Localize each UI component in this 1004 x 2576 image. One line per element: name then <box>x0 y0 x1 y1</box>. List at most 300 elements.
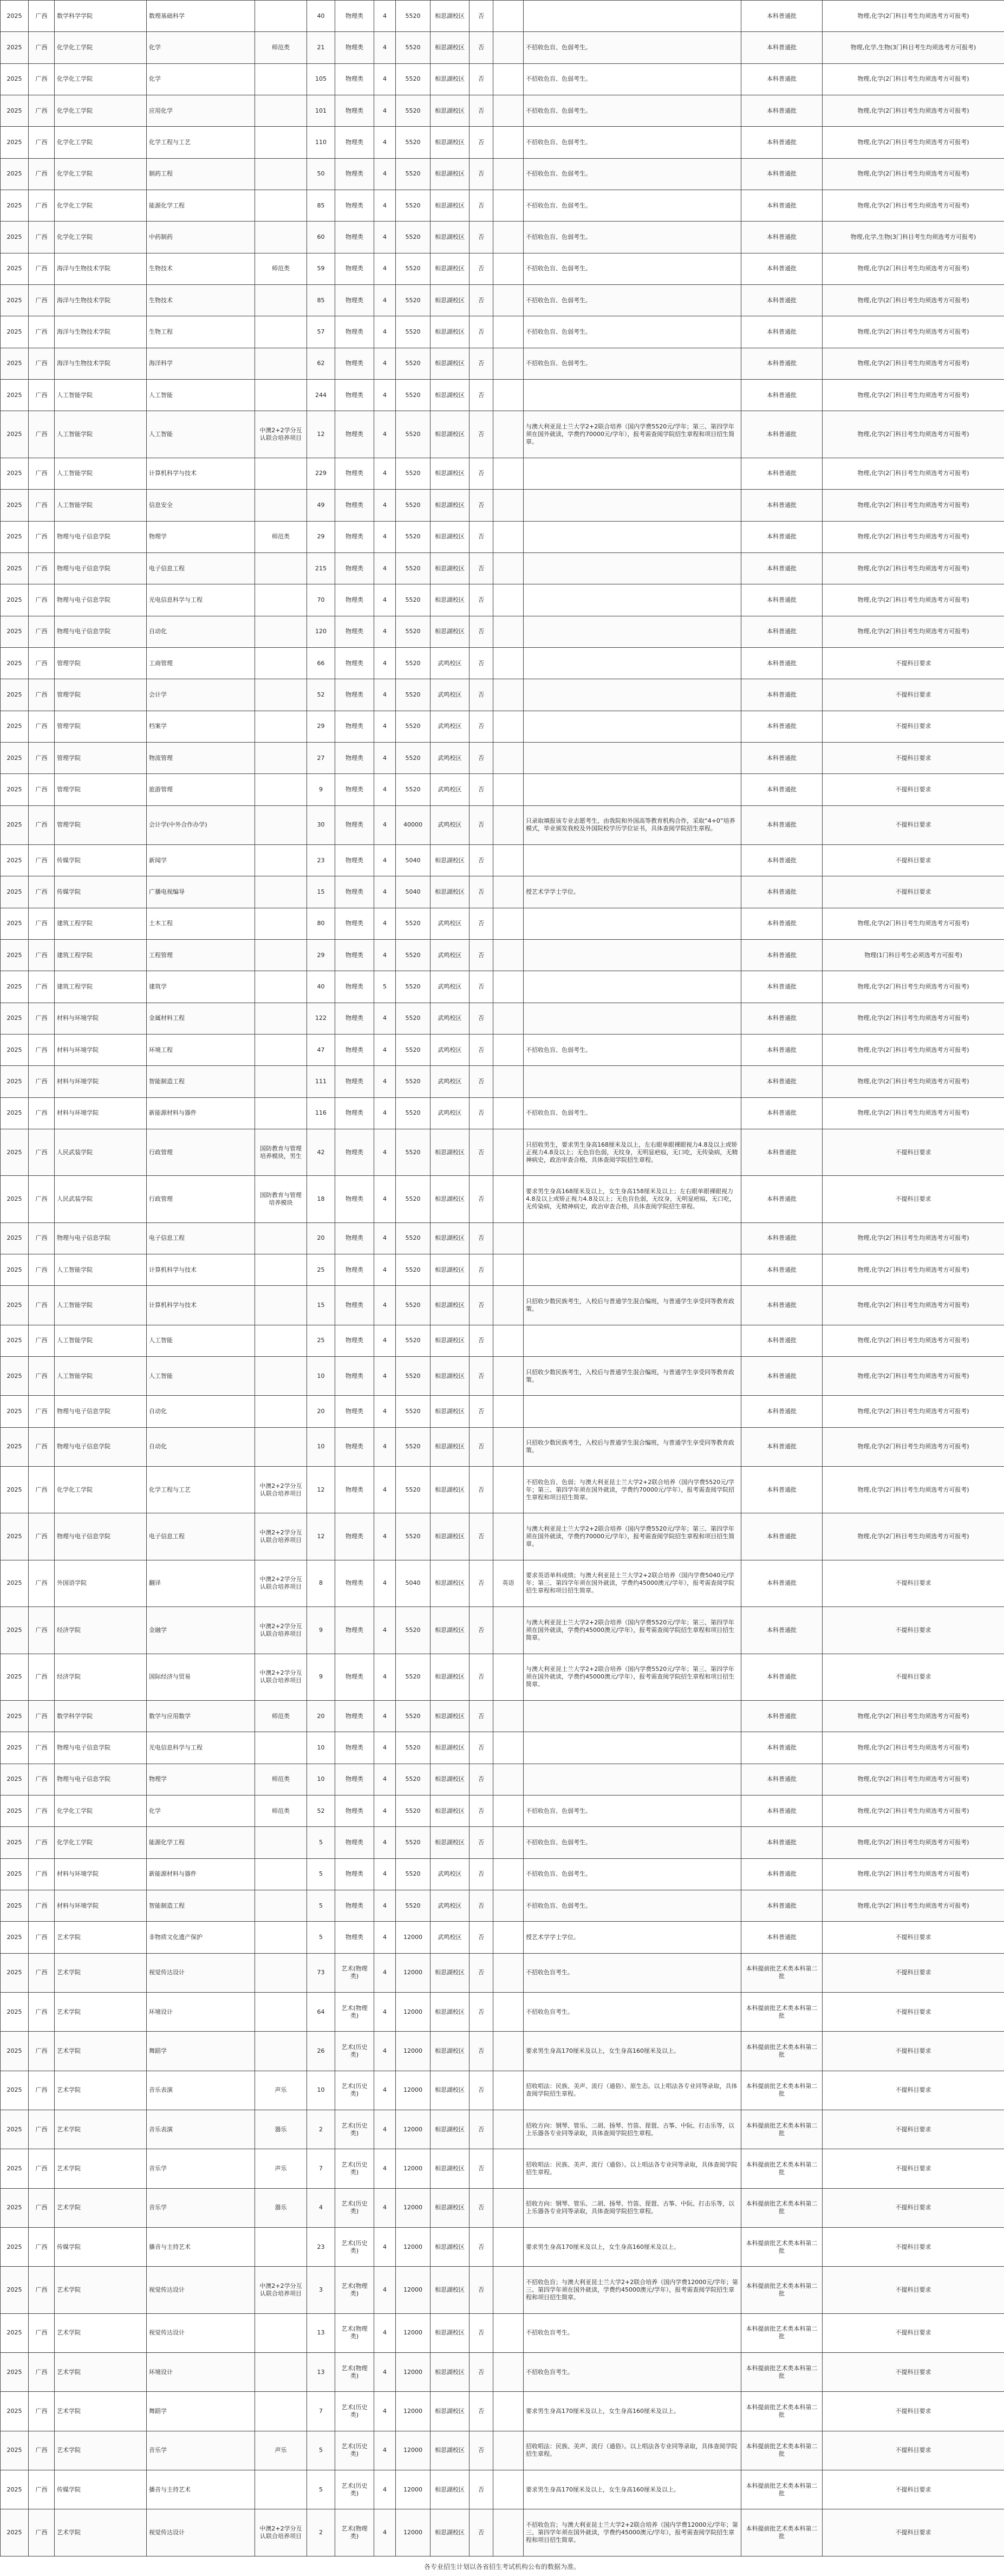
quota-cell: 23 <box>307 2228 335 2267</box>
language-cell <box>493 1467 524 1513</box>
tuition-cell: 5040 <box>396 844 431 876</box>
major-cell: 工程管理 <box>147 939 255 971</box>
remarks-cell: 不招收色盲；与澳大利亚昆士兰大学2+2联合培养（国内学费12000元/学年；第三、第四学年须在国外就读，学费约45000澳元/学年），报考需查阅学院招生章程和项目招生简章。 <box>524 2267 741 2313</box>
major-cell: 生物技术 <box>147 285 255 316</box>
remarks-cell: 只招收男生，要求男生身高168厘米及以上，左右眼单眼裸眼视力4.8及以上或矫正视力4.8及以上；无色盲色弱，无纹身，无明显疤痕，无口吃，无传染病，无精神病史，政治审查合格，具体查阅学院招生章程。 <box>524 1129 741 1176</box>
table-row <box>1 2032 1004 2071</box>
tuition-cell: 5520 <box>396 1513 431 1560</box>
province-cell: 广西 <box>29 158 55 190</box>
flag-cell: 否 <box>470 1890 493 1921</box>
year-cell: 2025 <box>1 1992 29 2031</box>
batch-cell: 本科普通批 <box>741 908 823 939</box>
major-cell: 能源化学工程 <box>147 1827 255 1858</box>
duration-cell: 5 <box>374 971 396 1003</box>
year-cell: 2025 <box>1 348 29 379</box>
province-cell: 广西 <box>29 32 55 63</box>
tuition-cell: 5520 <box>396 1827 431 1858</box>
campus-cell: 相思湖校区 <box>431 285 470 316</box>
campus-cell: 相思湖校区 <box>431 2509 470 2556</box>
major-cell: 制药工程 <box>147 158 255 190</box>
language-cell <box>493 876 524 908</box>
batch-cell: 本科普通批 <box>741 1254 823 1286</box>
province-cell: 广西 <box>29 2071 55 2110</box>
category-cell: 器乐 <box>255 2110 307 2149</box>
major-cell: 音乐表演 <box>147 2110 255 2149</box>
subject-type-cell: 物理类 <box>335 1176 374 1222</box>
province-cell: 广西 <box>29 1953 55 1992</box>
subject-type-cell: 物理类 <box>335 742 374 773</box>
batch-cell: 本科提前批艺术类本科第二批 <box>741 2353 823 2392</box>
year-cell: 2025 <box>1 1129 29 1176</box>
subject-type-cell: 物理类 <box>335 805 374 844</box>
tuition-cell: 12000 <box>396 1992 431 2031</box>
subject-type-cell: 物理类 <box>335 521 374 552</box>
subject-type-cell: 艺术(物理类) <box>335 1992 374 2031</box>
province-cell: 广西 <box>29 1764 55 1795</box>
campus-cell: 相思湖校区 <box>431 32 470 63</box>
college-cell: 物理与电子信息学院 <box>55 1732 147 1764</box>
flag-cell: 否 <box>470 1066 493 1097</box>
batch-cell: 本科普通批 <box>741 1890 823 1921</box>
subject-type-cell: 艺术(历史类) <box>335 2392 374 2431</box>
flag-cell: 否 <box>470 127 493 158</box>
quota-cell: 66 <box>307 647 335 679</box>
subject-type-cell: 物理类 <box>335 158 374 190</box>
flag-cell: 否 <box>470 253 493 284</box>
subject-type-cell: 物理类 <box>335 1922 374 1953</box>
requirement-cell: 不提科目要求 <box>823 711 1004 742</box>
remarks-cell: 与澳大利亚昆士兰大学2+2联合培养（国内学费5520元/学年；第三、第四学年须在国外就读，学费约45000澳元/学年），报考需查阅学院招生章程和项目招生简章。 <box>524 1607 741 1654</box>
quota-cell: 7 <box>307 2392 335 2431</box>
category-cell <box>255 1 307 32</box>
duration-cell: 4 <box>374 1922 396 1953</box>
table-row <box>1 1176 1004 1222</box>
major-cell: 电子信息工程 <box>147 552 255 584</box>
subject-type-cell: 物理类 <box>335 1035 374 1066</box>
category-cell <box>255 1222 307 1254</box>
campus-cell: 相思湖校区 <box>431 2149 470 2188</box>
batch-cell: 本科普通批 <box>741 1003 823 1034</box>
duration-cell: 4 <box>374 1176 396 1222</box>
remarks-cell: 招收唱法：民族、美声、流行（通俗）、原生态。以上唱法各专业同等录取，具体查阅学院招生章程。 <box>524 2071 741 2110</box>
quota-cell: 8 <box>307 1560 335 1606</box>
duration-cell: 4 <box>374 774 396 805</box>
major-cell: 生物工程 <box>147 316 255 348</box>
table-row <box>1 63 1004 95</box>
province-cell: 广西 <box>29 1066 55 1097</box>
duration-cell: 4 <box>374 1513 396 1560</box>
flag-cell: 否 <box>470 1922 493 1953</box>
table-row <box>1 158 1004 190</box>
duration-cell: 4 <box>374 1827 396 1858</box>
campus-cell: 武鸣校区 <box>431 908 470 939</box>
duration-cell: 4 <box>374 1222 396 1254</box>
year-cell: 2025 <box>1 490 29 521</box>
language-cell <box>493 190 524 222</box>
subject-type-cell: 物理类 <box>335 253 374 284</box>
college-cell: 材料与环境学院 <box>55 1858 147 1890</box>
campus-cell: 相思湖校区 <box>431 95 470 127</box>
batch-cell: 本科提前批艺术类本科第二批 <box>741 1953 823 1992</box>
category-cell <box>255 971 307 1003</box>
major-cell: 自动化 <box>147 1427 255 1466</box>
batch-cell: 本科普通批 <box>741 380 823 411</box>
requirement-cell: 不提科目要求 <box>823 844 1004 876</box>
major-cell: 新能源材料与器件 <box>147 1097 255 1129</box>
quota-cell: 5 <box>307 1922 335 1953</box>
category-cell <box>255 711 307 742</box>
requirement-cell: 物理,化学(2门科目考生均须选考方可报考) <box>823 1827 1004 1858</box>
category-cell <box>255 190 307 222</box>
major-cell: 物理学 <box>147 521 255 552</box>
college-cell: 物理与电子信息学院 <box>55 1427 147 1466</box>
flag-cell: 否 <box>470 1325 493 1356</box>
tuition-cell: 12000 <box>396 1922 431 1953</box>
quota-cell: 10 <box>307 1732 335 1764</box>
remarks-cell: 不招收色盲、色弱考生。 <box>524 348 741 379</box>
year-cell: 2025 <box>1 1922 29 1953</box>
remarks-cell <box>524 1222 741 1254</box>
remarks-cell: 不招收色盲、色弱考生。 <box>524 95 741 127</box>
flag-cell: 否 <box>470 1129 493 1176</box>
province-cell: 广西 <box>29 2392 55 2431</box>
requirement-cell: 不提科目要求 <box>823 2392 1004 2431</box>
year-cell: 2025 <box>1 1700 29 1732</box>
remarks-cell: 不招收色盲、色弱考生。 <box>524 222 741 253</box>
quota-cell: 73 <box>307 1953 335 1992</box>
province-cell: 广西 <box>29 1922 55 1953</box>
quota-cell: 29 <box>307 711 335 742</box>
flag-cell: 否 <box>470 1176 493 1222</box>
province-cell: 广西 <box>29 2353 55 2392</box>
remarks-cell: 招收方向：钢琴、管乐、二胡、扬琴、竹笛、琵琶、古筝、中阮、打击乐等，以上乐器各专业同等录取，具体查阅学院招生章程。 <box>524 2188 741 2227</box>
language-cell <box>493 1700 524 1732</box>
year-cell: 2025 <box>1 616 29 647</box>
category-cell <box>255 616 307 647</box>
batch-cell: 本科普通批 <box>741 1176 823 1222</box>
subject-type-cell: 物理类 <box>335 285 374 316</box>
tuition-cell: 40000 <box>396 805 431 844</box>
requirement-cell: 不提科目要求 <box>823 2149 1004 2188</box>
table-row <box>1 971 1004 1003</box>
subject-type-cell: 物理类 <box>335 844 374 876</box>
category-cell: 中澳2+2学分互认联合培养项目 <box>255 2509 307 2556</box>
remarks-cell: 与澳大利亚昆士兰大学2+2联合培养（国内学费5520元/学年；第三、第四学年须在国外就读，学费约70000元/学年），报考需查阅学院招生章程和项目招生简章。 <box>524 1513 741 1560</box>
tuition-cell: 5520 <box>396 1357 431 1396</box>
major-cell: 环境设计 <box>147 2353 255 2392</box>
major-cell: 数学与应用数学 <box>147 1700 255 1732</box>
college-cell: 人工智能学院 <box>55 1286 147 1325</box>
language-cell <box>493 711 524 742</box>
campus-cell: 武鸣校区 <box>431 774 470 805</box>
table-row <box>1 1396 1004 1427</box>
subject-type-cell: 物理类 <box>335 774 374 805</box>
province-cell: 广西 <box>29 552 55 584</box>
requirement-cell: 不提科目要求 <box>823 1953 1004 1992</box>
campus-cell: 武鸣校区 <box>431 742 470 773</box>
quota-cell: 49 <box>307 490 335 521</box>
batch-cell: 本科普通批 <box>741 939 823 971</box>
year-cell: 2025 <box>1 1732 29 1764</box>
table-row <box>1 1129 1004 1176</box>
flag-cell: 否 <box>470 95 493 127</box>
quota-cell: 70 <box>307 584 335 616</box>
category-cell <box>255 742 307 773</box>
tuition-cell: 5520 <box>396 1700 431 1732</box>
college-cell: 化学化工学院 <box>55 158 147 190</box>
tuition-cell: 5520 <box>396 1427 431 1466</box>
major-cell: 数理基础科学 <box>147 1 255 32</box>
campus-cell: 相思湖校区 <box>431 127 470 158</box>
tuition-cell: 5520 <box>396 190 431 222</box>
year-cell: 2025 <box>1 971 29 1003</box>
duration-cell: 4 <box>374 1795 396 1826</box>
table-row <box>1 1222 1004 1254</box>
batch-cell: 本科普通批 <box>741 253 823 284</box>
flag-cell: 否 <box>470 1035 493 1066</box>
tuition-cell: 5520 <box>396 584 431 616</box>
table-row <box>1 2313 1004 2352</box>
batch-cell: 本科提前批艺术类本科第二批 <box>741 2071 823 2110</box>
batch-cell: 本科普通批 <box>741 552 823 584</box>
duration-cell: 4 <box>374 2267 396 2313</box>
quota-cell: 40 <box>307 971 335 1003</box>
major-cell: 新闻学 <box>147 844 255 876</box>
year-cell: 2025 <box>1 1858 29 1890</box>
major-cell: 能源化学工程 <box>147 190 255 222</box>
flag-cell: 否 <box>470 1992 493 2031</box>
language-cell <box>493 2188 524 2227</box>
campus-cell: 相思湖校区 <box>431 2313 470 2352</box>
table-row <box>1 2149 1004 2188</box>
tuition-cell: 5520 <box>396 552 431 584</box>
remarks-cell <box>524 584 741 616</box>
table-row <box>1 253 1004 284</box>
subject-type-cell: 物理类 <box>335 1654 374 1700</box>
flag-cell: 否 <box>470 2353 493 2392</box>
quota-cell: 29 <box>307 939 335 971</box>
flag-cell: 否 <box>470 1764 493 1795</box>
category-cell: 师范类 <box>255 521 307 552</box>
quota-cell: 215 <box>307 552 335 584</box>
tuition-cell: 12000 <box>396 2509 431 2556</box>
campus-cell: 相思湖校区 <box>431 1325 470 1356</box>
remarks-cell <box>524 1764 741 1795</box>
language-cell <box>493 1129 524 1176</box>
campus-cell: 相思湖校区 <box>431 2032 470 2071</box>
subject-type-cell: 物理类 <box>335 1396 374 1427</box>
remarks-cell: 只招收少数民族考生，入校后与普通学生混合编班，与普通学生享受同等教育政策。 <box>524 1357 741 1396</box>
quota-cell: 15 <box>307 1286 335 1325</box>
college-cell: 艺术学院 <box>55 2509 147 2556</box>
quota-cell: 116 <box>307 1097 335 1129</box>
flag-cell: 否 <box>470 490 493 521</box>
tuition-cell: 5520 <box>396 1396 431 1427</box>
flag-cell: 否 <box>470 552 493 584</box>
quota-cell: 9 <box>307 1607 335 1654</box>
subject-type-cell: 艺术(历史类) <box>335 2032 374 2071</box>
tuition-cell: 12000 <box>396 2431 431 2470</box>
batch-cell: 本科普通批 <box>741 1764 823 1795</box>
province-cell: 广西 <box>29 971 55 1003</box>
remarks-cell: 要求男生身高170厘米及以上，女生身高160厘米及以上。 <box>524 2032 741 2071</box>
language-cell <box>493 1922 524 1953</box>
college-cell: 艺术学院 <box>55 2313 147 2352</box>
requirement-cell: 物理,化学(2门科目考生均须选考方可报考) <box>823 1700 1004 1732</box>
remarks-cell: 要求男生身高170厘米及以上，女生身高160厘米及以上。 <box>524 2392 741 2431</box>
table-row <box>1 774 1004 805</box>
category-cell <box>255 2353 307 2392</box>
quota-cell: 2 <box>307 2110 335 2149</box>
category-cell: 中澳2+2学分互认联合培养项目 <box>255 1513 307 1560</box>
category-cell <box>255 584 307 616</box>
duration-cell: 4 <box>374 1129 396 1176</box>
year-cell: 2025 <box>1 1222 29 1254</box>
quota-cell: 25 <box>307 1254 335 1286</box>
batch-cell: 本科提前批艺术类本科第二批 <box>741 2149 823 2188</box>
college-cell: 化学化工学院 <box>55 1827 147 1858</box>
batch-cell: 本科普通批 <box>741 1922 823 1953</box>
remarks-cell <box>524 844 741 876</box>
duration-cell: 4 <box>374 1396 396 1427</box>
requirement-cell: 物理,化学(2门科目考生均须选考方可报考) <box>823 490 1004 521</box>
remarks-cell: 不招收色盲、色弱考生。 <box>524 1890 741 1921</box>
subject-type-cell: 物理类 <box>335 552 374 584</box>
remarks-cell: 不招收色盲考生。 <box>524 2313 741 2352</box>
tuition-cell: 5520 <box>396 1097 431 1129</box>
subject-type-cell: 艺术(历史类) <box>335 2228 374 2267</box>
tuition-cell: 5520 <box>396 458 431 489</box>
province-cell: 广西 <box>29 2110 55 2149</box>
quota-cell: 52 <box>307 679 335 711</box>
duration-cell: 4 <box>374 2149 396 2188</box>
campus-cell: 相思湖校区 <box>431 521 470 552</box>
tuition-cell: 5520 <box>396 32 431 63</box>
quota-cell: 21 <box>307 32 335 63</box>
tuition-cell: 5520 <box>396 348 431 379</box>
subject-type-cell: 物理类 <box>335 95 374 127</box>
major-cell: 光电信息科学与工程 <box>147 584 255 616</box>
category-cell <box>255 774 307 805</box>
requirement-cell: 不提科目要求 <box>823 876 1004 908</box>
language-cell <box>493 1764 524 1795</box>
requirement-cell: 物理,化学(2门科目考生均须选考方可报考) <box>823 158 1004 190</box>
requirement-cell: 不提科目要求 <box>823 2032 1004 2071</box>
remarks-cell: 招收方向：钢琴、管乐、二胡、扬琴、竹笛、琵琶、古筝、中阮、打击乐等，以上乐器各专业同等录取，具体查阅学院招生章程。 <box>524 2110 741 2149</box>
flag-cell: 否 <box>470 2267 493 2313</box>
year-cell: 2025 <box>1 458 29 489</box>
flag-cell: 否 <box>470 411 493 458</box>
duration-cell: 4 <box>374 63 396 95</box>
subject-type-cell: 物理类 <box>335 908 374 939</box>
tuition-cell: 12000 <box>396 2149 431 2188</box>
year-cell: 2025 <box>1 253 29 284</box>
major-cell: 土木工程 <box>147 908 255 939</box>
duration-cell: 4 <box>374 876 396 908</box>
requirement-cell: 物理,化学(2门科目考生均须选考方可报考) <box>823 1222 1004 1254</box>
year-cell: 2025 <box>1 1890 29 1921</box>
campus-cell: 相思湖校区 <box>431 1 470 32</box>
duration-cell: 4 <box>374 2032 396 2071</box>
province-cell: 广西 <box>29 2509 55 2556</box>
category-cell <box>255 1427 307 1466</box>
category-cell <box>255 1890 307 1921</box>
requirement-cell: 不提科目要求 <box>823 805 1004 844</box>
category-cell <box>255 939 307 971</box>
province-cell: 广西 <box>29 1858 55 1890</box>
subject-type-cell: 物理类 <box>335 1 374 32</box>
table-row <box>1 552 1004 584</box>
batch-cell: 本科提前批艺术类本科第二批 <box>741 2267 823 2313</box>
duration-cell: 4 <box>374 1654 396 1700</box>
province-cell: 广西 <box>29 1827 55 1858</box>
remarks-cell <box>524 1254 741 1286</box>
college-cell: 物理与电子信息学院 <box>55 1764 147 1795</box>
requirement-cell: 物理,化学(2门科目考生均须选考方可报考) <box>823 458 1004 489</box>
requirement-cell: 不提科目要求 <box>823 1922 1004 1953</box>
college-cell: 材料与环境学院 <box>55 1003 147 1034</box>
province-cell: 广西 <box>29 908 55 939</box>
quota-cell: 3 <box>307 2267 335 2313</box>
subject-type-cell: 物理类 <box>335 348 374 379</box>
college-cell: 艺术学院 <box>55 1922 147 1953</box>
language-cell: 英语 <box>493 1560 524 1606</box>
subject-type-cell: 物理类 <box>335 1764 374 1795</box>
province-cell: 广西 <box>29 285 55 316</box>
requirement-cell: 不提科目要求 <box>823 1992 1004 2031</box>
subject-type-cell: 物理类 <box>335 1325 374 1356</box>
tuition-cell: 5520 <box>396 285 431 316</box>
subject-type-cell: 物理类 <box>335 1003 374 1034</box>
major-cell: 化学 <box>147 63 255 95</box>
category-cell <box>255 908 307 939</box>
subject-type-cell: 物理类 <box>335 127 374 158</box>
remarks-cell <box>524 490 741 521</box>
campus-cell: 武鸣校区 <box>431 1066 470 1097</box>
batch-cell: 本科普通批 <box>741 876 823 908</box>
requirement-cell: 物理,化学(2门科目考生均须选考方可报考) <box>823 190 1004 222</box>
major-cell: 智能制造工程 <box>147 1066 255 1097</box>
quota-cell: 229 <box>307 458 335 489</box>
major-cell: 舞蹈学 <box>147 2032 255 2071</box>
table-row <box>1 584 1004 616</box>
category-cell <box>255 490 307 521</box>
batch-cell: 本科提前批艺术类本科第二批 <box>741 2509 823 2556</box>
year-cell: 2025 <box>1 1396 29 1427</box>
flag-cell: 否 <box>470 1357 493 1396</box>
major-cell: 金属材料工程 <box>147 1003 255 1034</box>
campus-cell: 相思湖校区 <box>431 2071 470 2110</box>
duration-cell: 4 <box>374 805 396 844</box>
table-row <box>1 1427 1004 1466</box>
requirement-cell: 不提科目要求 <box>823 2353 1004 2392</box>
province-cell: 广西 <box>29 316 55 348</box>
year-cell: 2025 <box>1 2313 29 2352</box>
college-cell: 海洋与生物技术学院 <box>55 316 147 348</box>
year-cell: 2025 <box>1 552 29 584</box>
year-cell: 2025 <box>1 158 29 190</box>
requirement-cell: 物理,化学(2门科目考生均须选考方可报考) <box>823 1732 1004 1764</box>
college-cell: 外国语学院 <box>55 1560 147 1606</box>
college-cell: 物理与电子信息学院 <box>55 1396 147 1427</box>
major-cell: 人工智能 <box>147 380 255 411</box>
college-cell: 艺术学院 <box>55 1953 147 1992</box>
category-cell: 中澳2+2学分互认联合培养项目 <box>255 2267 307 2313</box>
major-cell: 播音与主持艺术 <box>147 2470 255 2509</box>
table-row <box>1 844 1004 876</box>
major-cell: 行政管理 <box>147 1176 255 1222</box>
quota-cell: 50 <box>307 158 335 190</box>
